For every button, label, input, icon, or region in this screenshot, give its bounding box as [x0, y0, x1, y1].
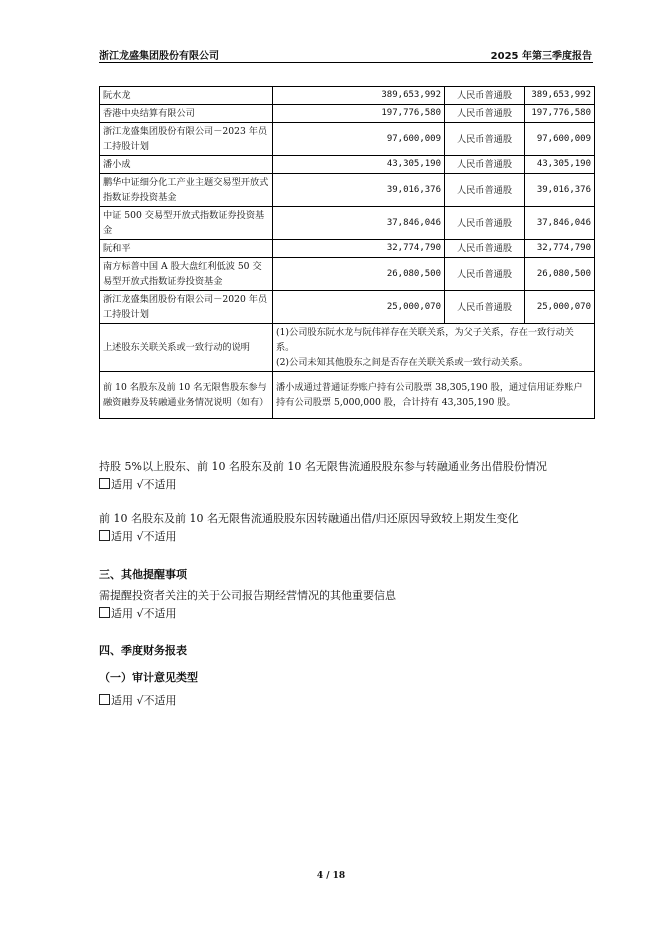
table-row	[100, 105, 595, 123]
change-status-line	[99, 528, 177, 544]
checkbox-icon	[99, 694, 110, 705]
table-row	[100, 291, 595, 324]
shares-cell: 37,846,046	[273, 207, 445, 240]
lending-status-line	[99, 476, 177, 492]
other-heading: 三、其他提醒事项	[99, 568, 187, 581]
shares-cell: 197,776,580	[273, 105, 445, 123]
margin-text: 潘小成通过普通证券账户持有公司股票 38,305,190 股，通过信用证券账户持有公司股票 5,000,000 股，合计持有 43,305,190 股。	[273, 372, 595, 419]
holder-name-cell: 南方标普中国 A 股大盘红利低波 50 交易型开放式指数证券投资基金	[100, 258, 273, 291]
table-row	[100, 174, 595, 207]
other-status-line	[99, 605, 177, 621]
holder-name-cell: 香港中央结算有限公司	[100, 105, 273, 123]
share-qty-cell: 97,600,009	[525, 123, 595, 156]
share-qty-cell: 37,846,046	[525, 207, 595, 240]
lending-title: 持股 5%以上股东、前 10 名股东及前 10 名无限售流通股股东参与转融通业务出借股份情况	[99, 460, 547, 473]
shares-cell: 32,774,790	[273, 240, 445, 258]
share-qty-cell: 26,080,500	[525, 258, 595, 291]
company-name: 浙江龙盛集团股份有限公司	[99, 51, 219, 62]
table-row	[100, 156, 595, 174]
audit-status-line	[99, 692, 177, 708]
share-type-cell: 人民币普通股	[445, 174, 525, 207]
share-type-cell: 人民币普通股	[445, 207, 525, 240]
holder-name-cell: 浙江龙盛集团股份有限公司－2023 年员工持股计划	[100, 123, 273, 156]
shareholders-table	[99, 86, 595, 419]
change-title: 前 10 名股东及前 10 名无限售流通股股东因转融通出借/归还原因导致较上期发生变化	[99, 512, 519, 525]
checkbox-icon	[99, 478, 110, 489]
table-row	[100, 123, 595, 156]
shares-cell: 39,016,376	[273, 174, 445, 207]
relation-text-1: (1)公司股东阮水龙与阮伟祥存在关联关系，为父子关系，存在一致行动关系。	[276, 327, 574, 353]
shareholders-table-body	[100, 87, 595, 324]
audit-heading: （一）审计意见类型	[99, 671, 198, 684]
other-text: 需提醒投资者关注的关于公司报告期经营情况的其他重要信息	[99, 589, 396, 602]
lending-status: 适用 √不适用	[111, 478, 177, 491]
holder-name-cell: 鹏华中证细分化工产业主题交易型开放式指数证券投资基金	[100, 174, 273, 207]
share-qty-cell: 197,776,580	[525, 105, 595, 123]
relation-text-2: (2)公司未知其他股东之间是否存在关联关系或一致行动关系。	[276, 357, 528, 368]
share-type-cell: 人民币普通股	[445, 123, 525, 156]
share-type-cell: 人民币普通股	[445, 105, 525, 123]
header-rule	[99, 62, 593, 63]
share-type-cell: 人民币普通股	[445, 87, 525, 105]
holder-name-cell: 阮和平	[100, 240, 273, 258]
shares-cell: 97,600,009	[273, 123, 445, 156]
checkbox-icon	[99, 530, 110, 541]
shares-cell: 43,305,190	[273, 156, 445, 174]
shares-cell: 26,080,500	[273, 258, 445, 291]
share-type-cell: 人民币普通股	[445, 258, 525, 291]
margin-row	[100, 372, 595, 419]
margin-label: 前 10 名股东及前 10 名无限售股东参与融资融券及转融通业务情况说明（如有）	[100, 372, 273, 419]
share-qty-cell: 32,774,790	[525, 240, 595, 258]
page-number: 4 / 18	[316, 871, 346, 881]
table-row	[100, 207, 595, 240]
holder-name-cell: 潘小成	[100, 156, 273, 174]
shares-cell: 25,000,070	[273, 291, 445, 324]
table-row	[100, 258, 595, 291]
share-qty-cell: 39,016,376	[525, 174, 595, 207]
checkbox-icon	[99, 607, 110, 618]
share-qty-cell: 389,653,992	[525, 87, 595, 105]
share-qty-cell: 25,000,070	[525, 291, 595, 324]
share-type-cell: 人民币普通股	[445, 291, 525, 324]
page-header	[99, 45, 592, 61]
other-status: 适用 √不适用	[111, 607, 177, 620]
holder-name-cell: 阮水龙	[100, 87, 273, 105]
share-type-cell: 人民币普通股	[445, 240, 525, 258]
report-title: 2025 年第三季度报告	[490, 51, 592, 62]
fin-heading: 四、季度财务报表	[99, 644, 187, 657]
table-row	[100, 87, 595, 105]
share-type-cell: 人民币普通股	[445, 156, 525, 174]
audit-status: 适用 √不适用	[111, 694, 177, 707]
share-qty-cell: 43,305,190	[525, 156, 595, 174]
holder-name-cell: 中证 500 交易型开放式指数证券投资基金	[100, 207, 273, 240]
relation-label: 上述股东关联关系或一致行动的说明	[100, 324, 273, 372]
relation-row	[100, 324, 595, 372]
shares-cell: 389,653,992	[273, 87, 445, 105]
holder-name-cell: 浙江龙盛集团股份有限公司－2020 年员工持股计划	[100, 291, 273, 324]
relation-text	[273, 324, 595, 372]
change-status: 适用 √不适用	[111, 530, 177, 543]
table-row	[100, 240, 595, 258]
